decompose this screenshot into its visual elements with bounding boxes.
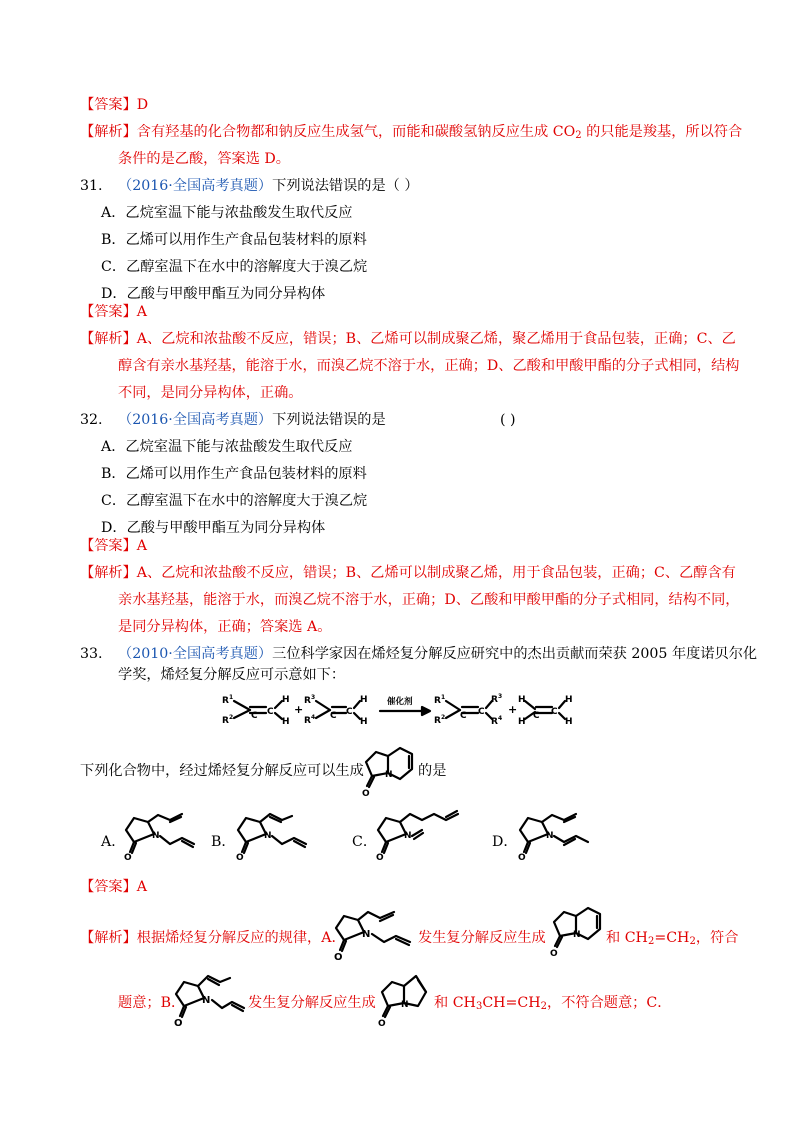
question-32-analysis-2: 亲水基羟基，能溶于水，而溴乙烷不溶于水，正确；D、乙酸和甲酸甲酯的分子式相同，结构不同， [118,592,740,608]
svg-text:+: + [294,703,304,716]
svg-text:H: H [565,717,573,727]
svg-text:N: N [385,770,393,780]
question-33-answer: 【答案】A [80,879,148,895]
analysis-line-prev-1: 【解析】含有羟基的化合物都和钠反应生成氢气，而能和碳酸氢钠反应生成 $CO_2$ 的只能是羧基，所以符合 [80,124,743,141]
svg-text:H: H [518,717,526,727]
target-bicyclic-lactam-structure [358,742,418,800]
svg-text:3: 3 [311,694,316,701]
svg-text:R: R [434,716,441,726]
svg-text:C: C [251,711,258,721]
analysis-label: 【解析】 [80,124,137,140]
svg-text:C: C [460,711,467,721]
svg-text:1: 1 [229,694,234,701]
metathesis-reaction-scheme [220,688,580,728]
svg-text:3: 3 [498,693,503,700]
option-c-label: C． [352,834,378,850]
question-31-analysis-3: 不同，是同分异构体，正确。 [118,385,303,401]
option-a-label: A． [101,834,126,850]
question-33-analysis-1a: 【解析】根据烯烃复分解反应的规律，A． [80,930,346,946]
svg-text:R: R [491,695,498,705]
svg-text:N: N [264,831,272,841]
question-31-answer: 【答案】A [80,304,148,320]
option-a-structure [118,810,210,862]
question-32-option-c: C．乙醇室温下在水中的溶解度大于溴乙烷 [101,493,368,509]
question-33-analysis-1b: 发生复分解反应生成 [418,930,546,946]
svg-text:H: H [565,695,573,705]
svg-text:H: H [518,695,526,705]
svg-text:R: R [222,716,229,726]
svg-text:2: 2 [229,714,234,721]
question-33-prompt-a: 下列化合物中，经过烯烃复分解反应可以生成 [80,763,364,779]
svg-text:O: O [334,952,343,962]
question-32-analysis-3: 是同分异构体，正确；答案选 A。 [118,619,332,635]
svg-text:H: H [360,695,368,705]
question-31-option-d: D．乙酸与甲酸甲酯互为同分异构体 [101,286,326,302]
question-32-answer: 【答案】A [80,538,148,554]
svg-text:R: R [491,717,498,727]
svg-text:O: O [376,853,384,862]
catalyst-label: 催化剂 [387,697,413,707]
option-d-label: D． [492,834,518,850]
svg-text:N: N [546,831,554,841]
question-32-option-a: A．乙烷室温下能与浓盐酸发生取代反应 [101,439,353,455]
svg-text:H: H [360,717,368,727]
analysis-b-product-structure [374,970,432,1028]
question-33-analysis-2c: 和 $CH_3CH=CH_2$，不符合题意；C． [434,995,672,1012]
question-32-paren: ( ) [500,412,516,428]
svg-text:4: 4 [311,714,316,721]
svg-text:O: O [174,1018,183,1028]
option-d-structure [512,810,604,862]
analysis-line-prev-2: 条件的是乙酸，答案选 D。 [118,151,290,167]
svg-text:+: + [508,703,518,716]
svg-text:C: C [551,707,558,717]
option-b-label: B． [211,834,236,850]
svg-text:O: O [236,853,244,862]
question-31-stem: 31. （2016·全国高考真题）下列说法错误的是（ ） [80,178,419,194]
question-31-option-b: B．乙烯可以用作生产食品包装材料的原料 [101,232,367,248]
svg-text:4: 4 [498,715,503,722]
svg-text:C: C [478,707,485,717]
question-32-option-b: B．乙烯可以用作生产食品包装材料的原料 [101,466,367,482]
analysis-a-reactant-structure [328,904,420,962]
question-33-stem-1: 33. （2010·全国高考真题）三位科学家因在烯烃复分解反应研究中的杰出贡献而荣获 2005 年度诺贝尔化 [80,646,758,662]
svg-text:C: C [330,711,337,721]
question-33-prompt-b: 的是 [418,763,447,779]
svg-text:O: O [124,853,132,862]
question-33-source: （2010·全国高考真题） [118,646,273,662]
svg-text:2: 2 [441,714,446,721]
svg-text:O: O [518,853,526,862]
svg-text:N: N [404,831,412,841]
svg-text:R: R [434,696,441,706]
svg-text:1: 1 [441,694,446,701]
question-32-option-d: D．乙酸与甲酸甲酯互为同分异构体 [101,520,326,536]
question-33-analysis-1c: 和 $CH_2=CH_2$，符合 [606,930,739,947]
question-32-analysis-1: 【解析】A、乙烷和浓盐酸不反应，错误；B、乙烯可以制成聚乙烯，用于食品包装，正确；C、乙醇含有 [80,565,736,581]
analysis-b-reactant-structure [168,970,248,1028]
svg-text:R: R [304,696,311,706]
svg-text:H: H [282,695,290,705]
svg-text:O: O [378,1019,386,1028]
svg-text:H: H [282,717,290,727]
svg-text:C: C [346,707,353,717]
question-31-source: （2016·全国高考真题） [118,178,273,194]
option-c-structure [370,806,466,862]
svg-text:R: R [304,716,311,726]
svg-text:N: N [401,1000,409,1010]
answer-line-prev [80,96,148,114]
svg-text:C: C [267,707,274,717]
svg-text:N: N [573,930,581,940]
question-33-stem-2: 学奖，烯烃复分解反应可示意如下： [118,667,346,683]
question-33-analysis-2a: 题意；B． [118,995,186,1011]
question-31-analysis-1: 【解析】A、乙烷和浓盐酸不反应，错误；B、乙烯可以制成聚乙烯，聚乙烯用于食品包装，正确；C、乙 [80,331,736,347]
question-32-source: （2016·全国高考真题） [118,412,273,428]
svg-text:R: R [222,696,229,706]
option-b-structure [230,810,322,862]
svg-text:N: N [362,929,371,940]
svg-text:N: N [202,995,211,1006]
question-33-analysis-2b: 发生复分解反应生成 [248,995,376,1011]
question-32-stem: 32. （2016·全国高考真题）下列说法错误的是 [80,412,386,428]
answer-value: D [136,97,149,113]
question-31-analysis-2: 醇含有亲水基羟基，能溶于水，而溴乙烷不溶于水，正确；D、乙酸和甲酸甲酯的分子式相同，结构 [118,358,740,374]
svg-text:O: O [550,949,558,959]
svg-text:C: C [533,711,540,721]
question-31-option-c: C．乙醇室温下在水中的溶解度大于溴乙烷 [101,259,368,275]
question-31-option-a: A．乙烷室温下能与浓盐酸发生取代反应 [101,205,353,221]
analysis-a-product-structure [546,902,604,960]
svg-text:N: N [152,831,160,841]
svg-text:O: O [362,789,370,799]
answer-label: 【答案】 [80,97,137,113]
